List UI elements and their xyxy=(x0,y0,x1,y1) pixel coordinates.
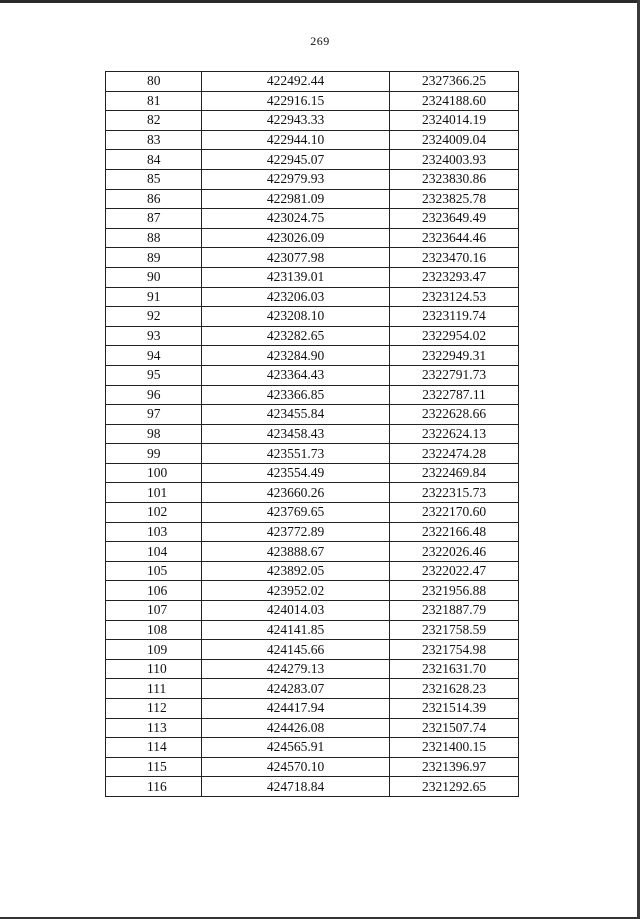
y-coordinate-cell: 2322170.60 xyxy=(390,503,519,523)
y-coordinate-cell: 2324014.19 xyxy=(390,111,519,131)
table-row xyxy=(106,169,519,189)
y-coordinate-cell: 2322628.66 xyxy=(390,405,519,425)
y-coordinate-cell: 2323830.86 xyxy=(390,169,519,189)
coordinates-table xyxy=(105,71,519,797)
x-coordinate-cell: 422979.93 xyxy=(202,169,390,189)
point-number-cell: 91 xyxy=(106,287,202,307)
table-row xyxy=(106,189,519,209)
point-number-cell: 104 xyxy=(106,542,202,562)
x-coordinate-cell: 422981.09 xyxy=(202,189,390,209)
point-number-cell: 101 xyxy=(106,483,202,503)
point-number-cell: 92 xyxy=(106,307,202,327)
y-coordinate-cell: 2324188.60 xyxy=(390,91,519,111)
point-number-cell: 114 xyxy=(106,738,202,758)
x-coordinate-cell: 424283.07 xyxy=(202,679,390,699)
y-coordinate-cell: 2321758.59 xyxy=(390,620,519,640)
x-coordinate-cell: 423284.90 xyxy=(202,346,390,366)
y-coordinate-cell: 2321396.97 xyxy=(390,757,519,777)
table-row xyxy=(106,91,519,111)
point-number-cell: 108 xyxy=(106,620,202,640)
y-coordinate-cell: 2321400.15 xyxy=(390,738,519,758)
x-coordinate-cell: 422916.15 xyxy=(202,91,390,111)
x-coordinate-cell: 423208.10 xyxy=(202,307,390,327)
point-number-cell: 90 xyxy=(106,267,202,287)
table-row xyxy=(106,346,519,366)
point-number-cell: 82 xyxy=(106,111,202,131)
y-coordinate-cell: 2321754.98 xyxy=(390,640,519,660)
table-row xyxy=(106,385,519,405)
x-coordinate-cell: 422492.44 xyxy=(202,72,390,92)
point-number-cell: 89 xyxy=(106,248,202,268)
y-coordinate-cell: 2324009.04 xyxy=(390,130,519,150)
point-number-cell: 83 xyxy=(106,130,202,150)
point-number-cell: 81 xyxy=(106,91,202,111)
y-coordinate-cell: 2322469.84 xyxy=(390,463,519,483)
point-number-cell: 98 xyxy=(106,424,202,444)
y-coordinate-cell: 2322315.73 xyxy=(390,483,519,503)
x-coordinate-cell: 423660.26 xyxy=(202,483,390,503)
table-row xyxy=(106,463,519,483)
point-number-cell: 97 xyxy=(106,405,202,425)
y-coordinate-cell: 2323649.49 xyxy=(390,209,519,229)
table-row xyxy=(106,561,519,581)
y-coordinate-cell: 2322791.73 xyxy=(390,365,519,385)
point-number-cell: 111 xyxy=(106,679,202,699)
table-row xyxy=(106,72,519,92)
table-row xyxy=(106,424,519,444)
x-coordinate-cell: 424426.08 xyxy=(202,718,390,738)
x-coordinate-cell: 423554.49 xyxy=(202,463,390,483)
table-row xyxy=(106,718,519,738)
page-number: 269 xyxy=(310,34,330,48)
y-coordinate-cell: 2321628.23 xyxy=(390,679,519,699)
point-number-cell: 86 xyxy=(106,189,202,209)
y-coordinate-cell: 2322026.46 xyxy=(390,542,519,562)
x-coordinate-cell: 424145.66 xyxy=(202,640,390,660)
table-row xyxy=(106,111,519,131)
x-coordinate-cell: 423888.67 xyxy=(202,542,390,562)
point-number-cell: 113 xyxy=(106,718,202,738)
point-number-cell: 107 xyxy=(106,601,202,621)
y-coordinate-cell: 2322787.11 xyxy=(390,385,519,405)
point-number-cell: 103 xyxy=(106,522,202,542)
table-row xyxy=(106,699,519,719)
x-coordinate-cell: 422945.07 xyxy=(202,150,390,170)
y-coordinate-cell: 2321887.79 xyxy=(390,601,519,621)
point-number-cell: 87 xyxy=(106,209,202,229)
y-coordinate-cell: 2327366.25 xyxy=(390,72,519,92)
y-coordinate-cell: 2323293.47 xyxy=(390,267,519,287)
y-coordinate-cell: 2322022.47 xyxy=(390,561,519,581)
y-coordinate-cell: 2321631.70 xyxy=(390,659,519,679)
x-coordinate-cell: 423282.65 xyxy=(202,326,390,346)
x-coordinate-cell: 423769.65 xyxy=(202,503,390,523)
point-number-cell: 96 xyxy=(106,385,202,405)
point-number-cell: 99 xyxy=(106,444,202,464)
table-row xyxy=(106,248,519,268)
table-row xyxy=(106,228,519,248)
x-coordinate-cell: 423026.09 xyxy=(202,228,390,248)
point-number-cell: 109 xyxy=(106,640,202,660)
point-number-cell: 100 xyxy=(106,463,202,483)
y-coordinate-cell: 2322474.28 xyxy=(390,444,519,464)
y-coordinate-cell: 2322166.48 xyxy=(390,522,519,542)
y-coordinate-cell: 2323119.74 xyxy=(390,307,519,327)
table-row xyxy=(106,679,519,699)
x-coordinate-cell: 424417.94 xyxy=(202,699,390,719)
y-coordinate-cell: 2321956.88 xyxy=(390,581,519,601)
y-coordinate-cell: 2322954.02 xyxy=(390,326,519,346)
point-number-cell: 105 xyxy=(106,561,202,581)
x-coordinate-cell: 423077.98 xyxy=(202,248,390,268)
point-number-cell: 93 xyxy=(106,326,202,346)
x-coordinate-cell: 423458.43 xyxy=(202,424,390,444)
x-coordinate-cell: 424014.03 xyxy=(202,601,390,621)
y-coordinate-cell: 2323470.16 xyxy=(390,248,519,268)
table-row xyxy=(106,659,519,679)
y-coordinate-cell: 2323825.78 xyxy=(390,189,519,209)
point-number-cell: 84 xyxy=(106,150,202,170)
point-number-cell: 110 xyxy=(106,659,202,679)
table-row xyxy=(106,620,519,640)
x-coordinate-cell: 423551.73 xyxy=(202,444,390,464)
table-row xyxy=(106,777,519,797)
point-number-cell: 95 xyxy=(106,365,202,385)
table-row xyxy=(106,150,519,170)
x-coordinate-cell: 422944.10 xyxy=(202,130,390,150)
table-row xyxy=(106,405,519,425)
x-coordinate-cell: 423139.01 xyxy=(202,267,390,287)
y-coordinate-cell: 2324003.93 xyxy=(390,150,519,170)
y-coordinate-cell: 2322949.31 xyxy=(390,346,519,366)
x-coordinate-cell: 423024.75 xyxy=(202,209,390,229)
table-row xyxy=(106,601,519,621)
y-coordinate-cell: 2323644.46 xyxy=(390,228,519,248)
point-number-cell: 88 xyxy=(106,228,202,248)
table-row xyxy=(106,757,519,777)
x-coordinate-cell: 423455.84 xyxy=(202,405,390,425)
point-number-cell: 106 xyxy=(106,581,202,601)
table-row xyxy=(106,640,519,660)
x-coordinate-cell: 423952.02 xyxy=(202,581,390,601)
x-coordinate-cell: 424565.91 xyxy=(202,738,390,758)
x-coordinate-cell: 422943.33 xyxy=(202,111,390,131)
table-row xyxy=(106,503,519,523)
x-coordinate-cell: 423206.03 xyxy=(202,287,390,307)
coordinates-table-body xyxy=(106,72,519,797)
table-row xyxy=(106,522,519,542)
point-number-cell: 94 xyxy=(106,346,202,366)
point-number-cell: 115 xyxy=(106,757,202,777)
x-coordinate-cell: 423892.05 xyxy=(202,561,390,581)
x-coordinate-cell: 423366.85 xyxy=(202,385,390,405)
point-number-cell: 102 xyxy=(106,503,202,523)
point-number-cell: 80 xyxy=(106,72,202,92)
y-coordinate-cell: 2321292.65 xyxy=(390,777,519,797)
table-row xyxy=(106,130,519,150)
table-row xyxy=(106,267,519,287)
table-row xyxy=(106,326,519,346)
x-coordinate-cell: 423772.89 xyxy=(202,522,390,542)
table-row xyxy=(106,738,519,758)
table-row xyxy=(106,307,519,327)
table-row xyxy=(106,581,519,601)
page-edge-top xyxy=(0,0,640,3)
point-number-cell: 112 xyxy=(106,699,202,719)
x-coordinate-cell: 424718.84 xyxy=(202,777,390,797)
y-coordinate-cell: 2321514.39 xyxy=(390,699,519,719)
y-coordinate-cell: 2321507.74 xyxy=(390,718,519,738)
y-coordinate-cell: 2323124.53 xyxy=(390,287,519,307)
table-row xyxy=(106,542,519,562)
point-number-cell: 116 xyxy=(106,777,202,797)
x-coordinate-cell: 424570.10 xyxy=(202,757,390,777)
table-row xyxy=(106,365,519,385)
table-row xyxy=(106,287,519,307)
x-coordinate-cell: 424279.13 xyxy=(202,659,390,679)
x-coordinate-cell: 424141.85 xyxy=(202,620,390,640)
table-row xyxy=(106,483,519,503)
point-number-cell: 85 xyxy=(106,169,202,189)
y-coordinate-cell: 2322624.13 xyxy=(390,424,519,444)
table-row xyxy=(106,444,519,464)
table-row xyxy=(106,209,519,229)
x-coordinate-cell: 423364.43 xyxy=(202,365,390,385)
